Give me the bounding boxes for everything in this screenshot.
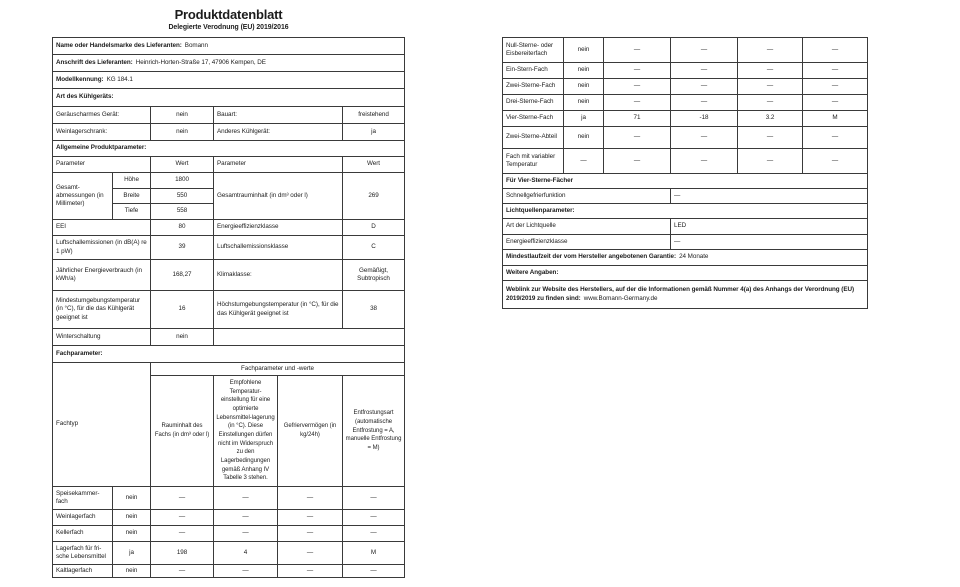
field-value: Heinrich-Horten-Straße 17, 47906 Kempen, DE — [135, 58, 266, 66]
table-row — [53, 236, 405, 260]
table-row — [53, 220, 405, 236]
dimension-name: Tiefe — [113, 204, 151, 220]
fach-value: — — [803, 38, 868, 63]
param-value: 38 — [343, 291, 405, 329]
param-label: Klimaklasse: — [214, 260, 343, 291]
fach-value: — — [278, 487, 343, 510]
table-row — [503, 111, 868, 127]
dimension-value: 1800 — [151, 173, 214, 189]
param-value: 168,27 — [151, 260, 214, 291]
section-header-lichtquellen: Lichtquellenparameter: — [503, 204, 868, 219]
fach-value: — — [214, 526, 278, 542]
fach-name: Drei-Sterne-Fach — [503, 95, 564, 111]
fach-present: nein — [113, 510, 151, 526]
param-label: Schnellgefrierfunktion — [503, 189, 671, 204]
fach-name: Null-Sterne- oder Eisbereiterfach — [503, 38, 564, 63]
fach-name: Kellerfach — [53, 526, 113, 542]
fach-value: — — [604, 38, 671, 63]
fach-name: Speisekammer-fach — [53, 487, 113, 510]
table-row — [53, 487, 405, 510]
param-label: Weinlagerschrank: — [53, 124, 151, 141]
fach-value: — — [671, 38, 738, 63]
fach-name: Zwei-Sterne-Fach — [503, 79, 564, 95]
table-row — [53, 565, 405, 578]
param-label: Energieeffizienzklasse — [214, 220, 343, 236]
table-row — [503, 38, 868, 63]
fach-present: — — [564, 149, 604, 174]
volume-label: Gesamtrauminhalt (in dm³ oder l) — [214, 173, 343, 220]
param-value: Gemäßigt, Subtropisch — [343, 260, 405, 291]
field-label: Name oder Handelsmarke des Lieferanten: — [56, 41, 182, 49]
column-header: Parameter — [53, 157, 151, 173]
param-label: Bauart: — [214, 107, 343, 124]
fach-value: — — [604, 149, 671, 174]
table-row — [53, 510, 405, 526]
fach-name: Kaltlagerfach — [53, 565, 113, 578]
fachtyp-header: Fachtyp — [53, 363, 151, 487]
fach-present: nein — [564, 63, 604, 79]
manufacturer-weblink: www.Bomann-Germany.de — [583, 294, 658, 302]
param-value: 80 — [151, 220, 214, 236]
table-row — [503, 127, 868, 149]
param-value: LED — [671, 219, 868, 235]
page-title: Produktdatenblatt — [174, 7, 283, 22]
fach-value: — — [214, 510, 278, 526]
fach-value: M — [343, 542, 405, 565]
dimension-name: Höhe — [113, 173, 151, 189]
dimension-value: 550 — [151, 189, 214, 204]
fach-name: Zwei-Sterne-Abteil — [503, 127, 564, 149]
fach-column-header: Rauminhalt des Fachs (in dm³ oder l) — [151, 376, 214, 487]
document-header — [52, 7, 405, 31]
fach-value: — — [738, 79, 803, 95]
param-value: 39 — [151, 236, 214, 260]
fach-value: — — [803, 63, 868, 79]
column-header: Parameter — [214, 157, 343, 173]
fach-value: — — [671, 95, 738, 111]
fach-value: — — [803, 127, 868, 149]
fach-present: nein — [113, 526, 151, 542]
fach-present: ja — [564, 111, 604, 127]
fach-name: Ein-Stern-Fach — [503, 63, 564, 79]
fach-value: — — [738, 63, 803, 79]
param-value: — — [671, 235, 868, 250]
fach-value: — — [214, 565, 278, 578]
fach-value: M — [803, 111, 868, 127]
volume-value: 269 — [343, 173, 405, 220]
fach-value: — — [671, 127, 738, 149]
fach-value: — — [278, 526, 343, 542]
field-label: Modellkennung: — [56, 75, 104, 83]
table-row — [53, 346, 405, 363]
section-header-weitere: Weitere Angaben: — [503, 266, 868, 281]
fach-value: -18 — [671, 111, 738, 127]
left-product-table — [52, 37, 405, 578]
fach-value: — — [738, 95, 803, 111]
dimension-name: Breite — [113, 189, 151, 204]
field-value: Bomann — [184, 41, 208, 49]
field-label: Weblink zur Website des Herstellers, auf der die Informationen gemäß Nummer 4(a) des Anhangs der Verordnung (EU) 2019/2019 zu finden sind: — [506, 286, 855, 302]
fach-value: — — [671, 149, 738, 174]
fach-column-header: Gefriervermögen (in kg/24h) — [278, 376, 343, 487]
fach-value: — — [214, 487, 278, 510]
param-label: Energieeffizienzklasse — [503, 235, 671, 250]
param-label: Höchstumgebungstemperatur (in °C), für die das Kühlgerät geeignet ist — [214, 291, 343, 329]
fach-value: — — [671, 79, 738, 95]
fach-value: — — [803, 79, 868, 95]
fach-value: — — [671, 63, 738, 79]
param-value: freistehend — [343, 107, 405, 124]
fach-value: — — [151, 526, 214, 542]
fach-present: nein — [564, 95, 604, 111]
table-row — [503, 174, 868, 189]
fach-value: — — [738, 127, 803, 149]
table-row — [53, 141, 405, 157]
table-row — [53, 55, 405, 72]
param-value: ja — [343, 124, 405, 141]
fach-group-header: Fachparameter und -werte — [151, 363, 405, 376]
param-label: Mindestumgebungstemperatur (in °C), für die das Kühlgerät geeignet ist — [53, 291, 151, 329]
section-header-art: Art des Kühlgeräts: — [53, 89, 405, 107]
param-value: C — [343, 236, 405, 260]
fach-value: 198 — [151, 542, 214, 565]
fach-value: — — [151, 487, 214, 510]
table-row — [53, 124, 405, 141]
table-row — [53, 173, 405, 189]
fach-value: 3.2 — [738, 111, 803, 127]
param-label: Luftschallemissionsklasse — [214, 236, 343, 260]
dimension-value: 558 — [151, 204, 214, 220]
section-header-allgemein: Allgemeine Produktparameter: — [53, 141, 405, 157]
section-header-fachparameter: Fachparameter: — [53, 346, 405, 363]
empty-cell — [214, 329, 405, 346]
table-row — [503, 219, 868, 235]
supplier-name-cell — [53, 38, 405, 55]
field-value: KG 184.1 — [106, 75, 133, 83]
table-row — [503, 250, 868, 266]
fach-value: — — [343, 526, 405, 542]
fach-name: Lagerfach für fri-sche Lebensmittel — [53, 542, 113, 565]
supplier-address-cell — [53, 55, 405, 72]
table-row — [503, 204, 868, 219]
fach-value: — — [738, 38, 803, 63]
page-subtitle: Delegierte Verodnung (EU) 2019/2016 — [168, 24, 289, 31]
param-label: EEI — [53, 220, 151, 236]
param-label: Luftschallemissionen (in dB(A) re 1 pW) — [53, 236, 151, 260]
fach-value: — — [151, 510, 214, 526]
table-row — [53, 363, 405, 376]
fach-value: — — [278, 565, 343, 578]
table-row — [503, 79, 868, 95]
fach-name: Vier-Sterne-Fach — [503, 111, 564, 127]
param-label: Geräuscharmes Gerät: — [53, 107, 151, 124]
fach-value: — — [343, 565, 405, 578]
fach-value: — — [604, 95, 671, 111]
param-value: — — [671, 189, 868, 204]
fach-present: nein — [113, 487, 151, 510]
param-value: nein — [151, 329, 214, 346]
right-product-table — [502, 37, 868, 309]
table-row — [503, 281, 868, 309]
table-row — [53, 38, 405, 55]
param-label: Art der Lichtquelle — [503, 219, 671, 235]
table-row — [503, 149, 868, 174]
table-row — [503, 235, 868, 250]
fach-value: — — [278, 510, 343, 526]
field-value: 24 Monate — [679, 253, 709, 261]
weblink-cell — [503, 281, 868, 309]
table-row — [53, 107, 405, 124]
table-row — [53, 329, 405, 346]
fach-present: nein — [564, 127, 604, 149]
param-label: Jährlicher Energieverbrauch (in kWh/a) — [53, 260, 151, 291]
fach-name: Fach mit variabler Temperatur — [503, 149, 564, 174]
param-label: Winterschaltung — [53, 329, 151, 346]
fach-value: — — [604, 127, 671, 149]
table-row — [53, 542, 405, 565]
fach-column-header: Entfrostungsart (automatische Entfrostung = A, manuelle Entfrostung = M) — [343, 376, 405, 487]
column-header: Wert — [343, 157, 405, 173]
fach-value: — — [604, 63, 671, 79]
warranty-cell — [503, 250, 868, 266]
section-header-vier-sterne: Für Vier-Sterne-Fächer — [503, 174, 868, 189]
dimensions-label: Gesamt-abmessungen (in Millimeter) — [53, 173, 113, 220]
fach-value: — — [278, 542, 343, 565]
table-row — [503, 266, 868, 281]
param-label: Anderes Kühlgerät: — [214, 124, 343, 141]
fach-present: ja — [113, 542, 151, 565]
table-row — [53, 526, 405, 542]
fach-value: — — [151, 565, 214, 578]
fach-name: Weinlagerfach — [53, 510, 113, 526]
fach-column-header: Empfohlene Temperatur-einstellung für eine optimierte Lebensmittel-lagerung (in °C). Diese Einstellungen dürfen nicht im Widerspruch zu den Lagerbedingungen gemäß Anhang IV Tabelle 3 stehen. — [214, 376, 278, 487]
param-value: 16 — [151, 291, 214, 329]
fach-value: 4 — [214, 542, 278, 565]
fach-present: nein — [564, 38, 604, 63]
column-header: Wert — [151, 157, 214, 173]
field-label: Anschrift des Lieferanten: — [56, 58, 133, 66]
model-id-cell — [53, 72, 405, 89]
table-row — [503, 95, 868, 111]
param-value: nein — [151, 124, 214, 141]
fach-value: — — [803, 149, 868, 174]
field-label: Mindestlaufzeit der vom Hersteller angebotenen Garantie: — [506, 253, 677, 261]
table-row — [53, 291, 405, 329]
fach-value: — — [604, 79, 671, 95]
fach-present: nein — [113, 565, 151, 578]
fach-value: — — [738, 149, 803, 174]
fach-value: 71 — [604, 111, 671, 127]
param-value: nein — [151, 107, 214, 124]
param-value: D — [343, 220, 405, 236]
fach-value: — — [803, 95, 868, 111]
fach-value: — — [343, 487, 405, 510]
table-row — [53, 260, 405, 291]
table-row — [503, 189, 868, 204]
table-row — [53, 89, 405, 107]
fach-present: nein — [564, 79, 604, 95]
table-row — [503, 63, 868, 79]
table-row — [53, 72, 405, 89]
table-row — [53, 157, 405, 173]
fach-value: — — [343, 510, 405, 526]
